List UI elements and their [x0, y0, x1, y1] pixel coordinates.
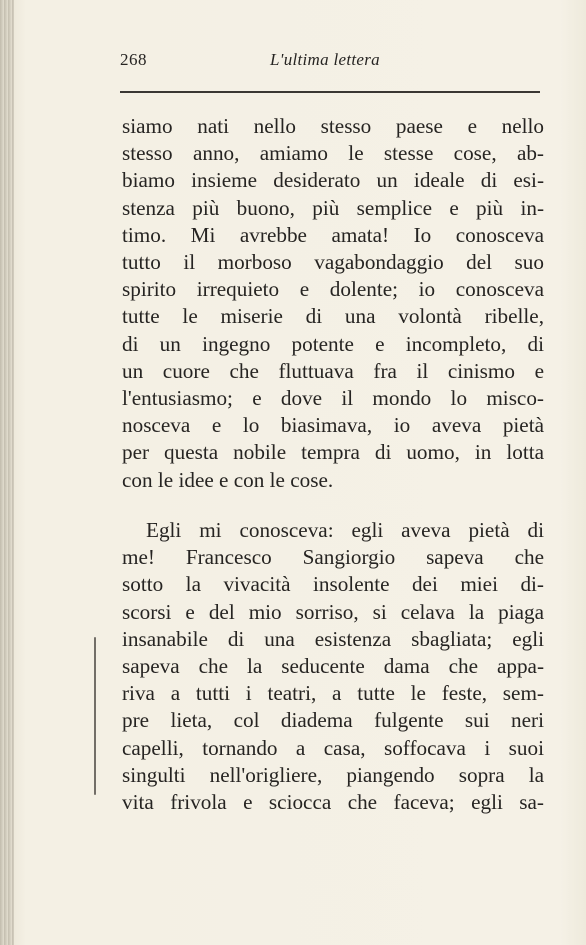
text-line: pre lieta, col diadema fulgente sui neri: [122, 708, 544, 733]
paragraph-1: [122, 113, 544, 494]
text-line: insanabile di una esistenza sbagliata; egli: [122, 626, 544, 651]
text-line: sapeva che la seducente dama che appa-: [122, 654, 544, 679]
text-line: tutto il morboso vagabondaggio del suo: [122, 250, 544, 275]
text-line: tutte le miserie di una volontà ribelle,: [122, 304, 544, 329]
text-line: un cuore che fluttuava fra il cinismo e: [122, 358, 544, 383]
text-line: siamo nati nello stesso paese e nello: [122, 114, 544, 138]
running-title: L'ultima lettera: [270, 50, 380, 69]
text-line: spirito irrequieto e dolente; io conosceva: [122, 277, 544, 302]
paragraph-2: [122, 517, 544, 816]
text-line: capelli, tornando a casa, soffocava i suoi: [122, 735, 544, 760]
text-line: Egli mi conosceva: egli aveva pietà di: [146, 518, 544, 542]
text-line: stesso anno, amiamo le stesse cose, ab-: [122, 141, 544, 166]
text-line: me! Francesco Sangiorgio sapeva che: [122, 545, 544, 570]
text-line: per questa nobile tempra di uomo, in lotta: [122, 440, 544, 465]
text-line: biamo insieme desiderato un ideale di esi-: [122, 168, 544, 193]
text-line: con le idee e con le cose.: [122, 467, 334, 492]
page-number: 268: [120, 50, 147, 69]
margin-pencil-mark: [94, 637, 96, 795]
running-header: [120, 50, 540, 74]
text-line: l'entusiasmo; e dove il mondo lo misco-: [122, 386, 544, 411]
text-line: di un ingegno potente e incompleto, di: [122, 331, 544, 356]
text-line: vita frivola e sciocca che faceva; egli sa-: [122, 790, 544, 815]
text-line: riva a tutti i teatri, a tutte le feste, sem-: [122, 681, 544, 706]
text-line: stenza più buono, più semplice e più in-: [122, 195, 544, 220]
header-rule: [120, 91, 540, 93]
text-line: singulti nell'origliere, piangendo sopra la: [122, 762, 544, 787]
text-line: nosceva e lo biasimava, io aveva pietà: [122, 413, 544, 438]
text-line: timo. Mi avrebbe amata! Io conosceva: [122, 222, 544, 247]
text-line: sotto la vivacità insolente dei miei di-: [122, 572, 544, 597]
text-line: scorsi e del mio sorriso, si celava la piaga: [122, 599, 544, 624]
page-spine-shadow: [0, 0, 14, 945]
